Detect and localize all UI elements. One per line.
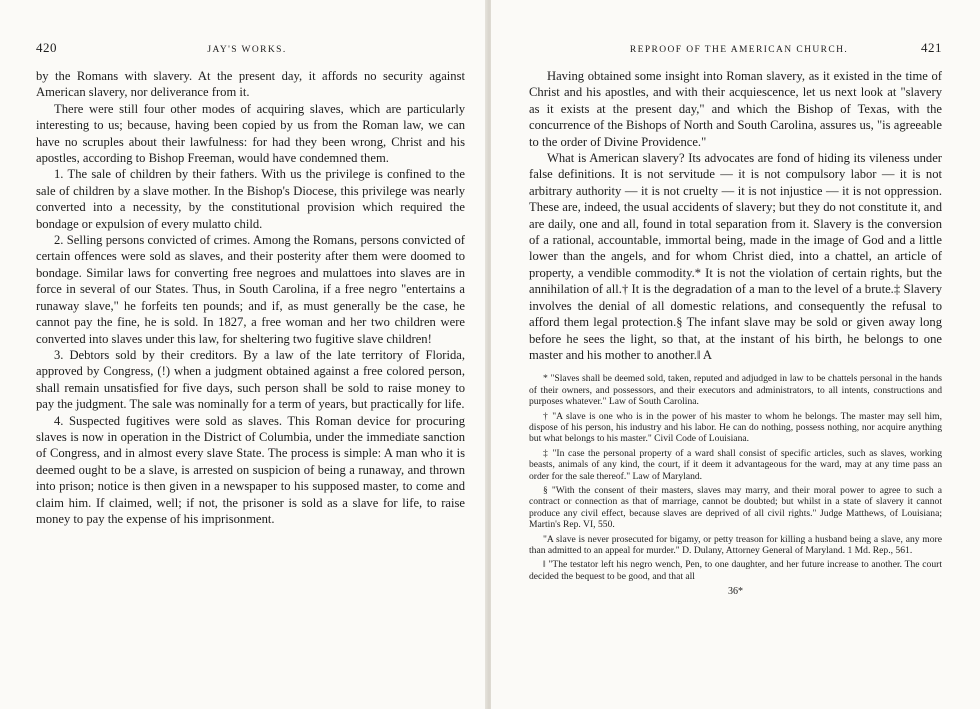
left-page: [0, 0, 487, 709]
left-page-number: 420: [36, 40, 57, 55]
paragraph: 3. Debtors sold by their creditors. By a law of the late territory of Florida, approved by Congress, (!) when a judgment obtained against a free colored person, shall remain unsatisfied for five days, such person shall be sold to raise money to pay the judgment. The sale was nominally for a term of years, but practically for life.: [36, 347, 465, 412]
paragraph: 2. Selling persons convicted of crimes. Among the Romans, persons convicted of certain offences were sold as slaves, and their posterity after them were doomed to bondage. Similar laws for converting free negroes and mulattoes into slaves are in force in several of our States. Thus, in South Carolina, if a free negro "entertains a runaway slave," he forfeits ten pounds; and if, as must generally be the case, he cannot pay the fine, he is sold. In 1827, a free woman and her two children were converted into slaves under this law, for sheltering two fugitive slave children!: [36, 233, 465, 346]
footnote: "A slave is never prosecuted for bigamy, or petty treason for killing a husband being a slave, any more than admitted to an appeal for murder." D. Dulany, Attorney General of Maryland. 1 Md. Rep., 561.: [529, 533, 942, 556]
footnote: ‡ "In case the personal property of a ward shall consist of specific articles, such as slaves, working beasts, animals of any kind, the court, if it deem it advantageous for the ward, may at any time pass an order for the sale thereof." Law of Maryland.: [529, 447, 942, 482]
footnote: § "With the consent of their masters, slaves may marry, and their moral power to agree to such a contract or connection as that of marriage, cannot be doubted; but whilst in a state of slavery it cannot produce any civil effect, because slaves are deprived of all civil rights." Judge Matthews, of Louisiana; Martin's Rep. VI, 550.: [529, 484, 942, 531]
left-running-title: JAY'S WORKS.: [207, 45, 287, 55]
right-running-title: REPROOF OF THE AMERICAN CHURCH.: [629, 45, 849, 55]
footnotes: [529, 373, 942, 582]
left-running-head: [36, 40, 465, 56]
paragraph: Having obtained some insight into Roman slavery, as it existed in the time of Christ and his apostles, and with their acquiescence, let us next look at "slavery as it exists at the present day," and which the Bishop of Texas, with the concurrence of the Bishops of North and South Carolina, assures us, "is agreeable to the order of Divine Providence.": [529, 69, 942, 149]
footnote: * "Slaves shall be deemed sold, taken, reputed and adjudged in law to be chattels personal in the hands of their owners, and possessors, and their executors and administrators, to all intents, constructions and purposes whatever." Law of South Carolina.: [529, 373, 942, 408]
paragraph: What is American slavery? Its advocates are fond of hiding its vileness under false definitions. It is not servitude — it is not compulsory labor — it is not arbitrary authority — it is not cruelty — it is not injustice — it is not oppression. These are, indeed, the usual accidents of slavery; but they do not constitute it, and are daily, one and all, found in total separation from it. Slavery is the conversion of a rational, accountable, immortal being, made in the image of God and a little lower than the angels, and for whom Christ died, into a chattel, an article of property, a vendible commodity.* It is not the violation of certain rights, but the annihilation of all.† It is the degradation of a man to the level of a brute.‡ Slavery involves the denial of all domestic relations, and consequently the refusal to afford them legal protection.§ The infant slave may be sold or given away long before he sees the light, so that, at the instant of his birth, he belongs to one master and his mother to another.‖ A: [529, 151, 942, 362]
right-page-number: 421: [921, 40, 942, 55]
paragraph: 4. Suspected fugitives were sold as slaves. This Roman device for procuring slaves is now in operation in the District of Columbia, under the immediate sanction of Congress, and in almost every slave State. The process is simple: A man who it is deemed ought to be a slave, is arrested on suspicion of being a runaway, and thrown into prison; notice is then given in a newspaper to his supposed master, to come and claim him. If claimed, well; if not, the prisoner is sold as a slave for life, to raise money to pay the expense of his imprisonment.: [36, 413, 465, 526]
signature-mark: 36*: [728, 586, 743, 598]
right-page: [491, 0, 980, 709]
right-body-text: [529, 68, 942, 363]
paragraph: 1. The sale of children by their fathers. With us the privilege is confined to the sale of children by a slave mother. In the Bishop's Diocese, this privilege was nearly converted into a necessity, by the constitutional provision which required the bondage or expulsion of every mulatto child.: [36, 167, 465, 231]
paragraph: by the Romans with slavery. At the present day, it affords no security against American slavery, nor deliverance from it.: [36, 69, 465, 100]
right-running-head: [529, 40, 942, 56]
footnote: † "A slave is one who is in the power of his master to whom he belongs. The master may sell him, dispose of his person, his industry and his labor. He can do nothing, possess nothing, nor acquire anything but what belongs to his master." Civil Code of Louisiana.: [529, 410, 942, 445]
paragraph: There were still four other modes of acquiring slaves, which are particularly interesting to us; because, having been copied by us from the Roman law, we can have no scruples about their lawfulness: for had they been wrong, Christ and his apostles, according to Bishop Freeman, would have condemned them.: [36, 101, 465, 166]
left-body-text: [36, 68, 465, 527]
footnote: ‖ "The testator left his negro wench, Pen, to one daughter, and her future increase to another. The court decided the bequest to be good, and that all: [529, 559, 942, 582]
